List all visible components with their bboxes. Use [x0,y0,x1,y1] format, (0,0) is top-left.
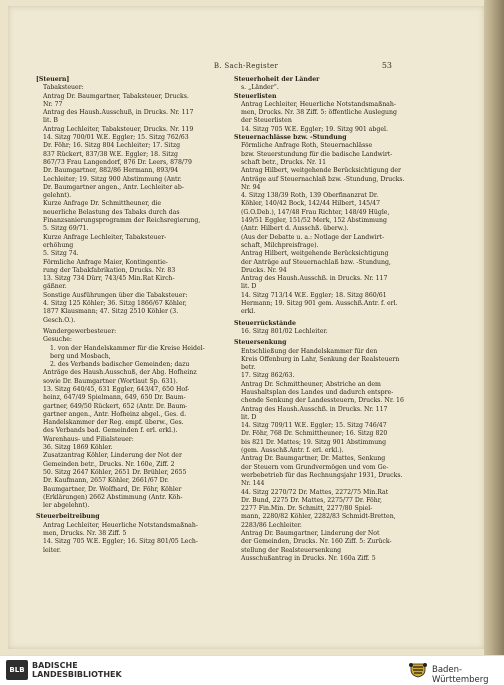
text-line: 1. von der Handelskammer für die Kreise Heidel- [50,344,205,352]
text-line: Dr. Kaufmann, 2657 Köhler, 2661/67 Dr. [43,477,169,485]
section-heading: Steuerbeitreibung [36,513,100,521]
text-line: erhöhung [43,241,74,249]
left-column [36,76,234,555]
running-header [8,62,484,74]
text-line: 13. Sitzg 734 Dürr, 743/45 Min.Rat Kirch- [43,275,175,283]
text-line: Dr. Föhr, 768 Dr. Schmittheuner; 16. Sitzg 820 [241,430,388,438]
text-line: 149/51 Eggler, 151/52 Merk, 152 Abstimmung [241,217,387,225]
text-line: Antrag Dr. Baumgartner, Linderung der Not [241,530,380,538]
text-line: lit. D [241,283,257,291]
text-line: 5. Sitzg 69/71. [43,225,89,233]
text-line: Hermann; 19. Sitzg 901 gem. Ausschß.Antr. f. erl. [241,300,398,308]
text-line: bis 821 Dr. Mattes; 19. Sitzg 901 Abstimmung [241,438,387,446]
text-line: Wandergewerbesteuer: [43,327,117,335]
text-line: der Gemeinden, Drucks. Nr. 160 Ziff. 5: Zurück- [241,538,392,546]
text-line: heinz, 647/49 Spielmann, 649, 650 Dr. Baum- [43,394,186,402]
text-line: Finanzsanierungsprogramm der Reichsregierung, [43,217,201,225]
page-number: 53 [381,61,392,70]
text-line: 2. des Verbands badischer Gemeinden; dazu [50,361,190,369]
section-heading: Steuernachlässe bzw. -Stundung [234,134,347,142]
text-line: 50. Sitzg 2647 Köhler, 2651 Dr. Brühler, 2655 [43,468,187,476]
text-line: rung der Tabakfabrikation, Drucks. Nr. 83 [43,266,176,274]
text-line: des Verbands bad. Gemeinden f. erl. erkl.). [43,427,178,435]
text-line: Antrag Dr. Baumgartner, Dr. Mattes, Senkung [241,455,386,463]
text-line: 867/73 Frau Langendorf, 876 Dr. Leers, 878/79 [43,158,192,166]
text-line: ler abgelehnt). [43,502,90,510]
text-line: (Antr. Hilbert d. Ausschß. überw.). [241,225,349,233]
text-line: chende Senkung der Landessteuern, Drucks. Nr. 16 [241,397,404,405]
text-line: Nr. 77 [43,100,63,108]
text-line: sowie Dr. Baumgartner (Wortlaut Sp. 631). [43,377,178,385]
text-line: 2283/86 Lechleiter. [241,521,302,529]
text-line: Antrag Dr. Baumgartner, Tabaksteuer, Drucks. [43,92,189,100]
section-heading: [Steuern] [36,76,70,83]
text-line: Dr. Baumgartner, 882/86 Hermann, 893/94 [43,167,179,175]
text-line: 14. Sitzg 709/11 W.E. Eggler; 15. Sitzg 746/47 [241,422,387,430]
text-line: Sonstige Ausführungen über die Tabaksteuer: [43,291,188,299]
text-line: 837 Rückert, 837/38 W.E. Eggler; 18. Sitzg [43,150,178,158]
text-line: Förmliche Anfrage Roth, Steuernachlässe [241,142,373,150]
running-title: B. Sach-Register [213,62,279,70]
text-line: 5. Sitzg 74. [43,250,79,258]
text-line: Nr. 144 [241,480,265,488]
text-line: 4. Sitzg 138/39 Roth, 139 Oberfinanzrat Dr. [241,192,379,200]
text-line: Antrag des Haush.Ausschß. in Drucks. Nr. 117 [241,275,388,283]
text-line: Antrag Hilbert, weitgehende Berücksichtigung der [241,167,402,175]
text-line: (Aus der Debatte u. a.: Notlage der Landwirt- [241,233,385,241]
text-line: Lechleiter; 19. Sitzg 900 Abstimmung (Antr. [43,175,182,183]
text-line: (G.O.Deb.), 147/48 Frau Richter, 148/49 Hügle, [241,208,390,216]
blb-wordmark[interactable] [32,661,122,679]
blb-logo[interactable]: BLB [6,660,28,680]
text-line: Gesuche: [43,336,72,344]
text-line: Anträge des Haush.Ausschuß, der Abg. Hofheinz [43,369,197,377]
text-line: Antrag des Haush.Ausschß. in Drucks. Nr. 117 [241,405,388,413]
blb-line-2: LANDESBIBLIOTHEK [32,670,122,679]
text-line: men, Drucks. Nr. 38 Ziff. 5: öffentliche Auslegung [241,109,397,117]
text-line: 4. Sitzg 125 Köhler; 36. Sitzg 1866/67 Köhler, [43,300,187,308]
text-line: Ausschußantrag in Drucks. Nr. 160a Ziff. 5 [241,554,376,562]
text-line: schaft, Milchpreisfrage). [241,241,319,249]
text-line: gartner, 649/50 Rückert, 652 (Antr. Dr. Baum- [43,402,188,410]
text-line: Antrag Lechleiter, Heuerliche Notstandsmaßnah- [241,100,396,108]
blb-line-1: BADISCHE [32,661,78,670]
text-line: 44. Sitzg 2270/72 Dr. Mattes, 2272/75 Min.Rat [241,488,389,496]
text-line: Kurze Anfrage Dr. Schmittheuner, die [43,200,162,208]
text-line: Gesch.O.). [43,316,76,324]
text-line: Haushaltsplan des Landes und dadurch entspre- [241,388,394,396]
text-line: der Steuern vom Grundvermögen und vom Ge- [241,463,389,471]
text-line: Dr. Bund, 2275 Dr. Mattes, 2275/77 Dr. Föhr, [241,496,382,504]
text-line: Tabaksteuer: [43,84,84,92]
text-line: Baumgartner, Dr. Wolfhard, Dr. Föhr, Köhler [43,485,182,493]
section-heading: Steuerlisten [234,92,277,100]
text-line: gäßner. [43,283,67,291]
text-line: Handelskammer der Reg. empf. überw., Ges. [43,419,184,427]
text-line: der Steuerlisten [241,117,292,125]
text-line: Kurze Anfrage Lechleiter, Tabaksteuer- [43,233,167,241]
text-line: werbebetrieb für das Rechnungsjahr 1931, Drucks. [241,471,403,479]
text-line: betr. [241,364,256,372]
page-edge [484,0,504,655]
text-line: Antrag Lechleiter, Tabaksteuer, Drucks. Nr. 119 [43,125,194,133]
text-line: 14. Sitzg 700/01 W.E. Eggler; 15. Sitzg 762/63 [43,134,189,142]
text-line: Förmliche Anfrage Maier, Kontingentie- [43,258,168,266]
text-line: Köhler, 140/42 Bock, 142/44 Hilbert, 145/47 [241,200,381,208]
text-line: gelehnt). [43,192,72,200]
text-line: der Anträge auf Steuernachlaß bzw. -Stundung, [241,258,391,266]
text-line: (Erklärungen) 2662 Abstimmung (Antr. Köh- [43,493,183,501]
text-line: Entschließung der Handelskammer für den [241,347,378,355]
text-line: erkl. [241,308,256,316]
text-line: neuerliche Belastung des Tabaks durch das [43,208,180,216]
baden-wuerttemberg-coat-of-arms-icon [408,662,428,678]
text-line: Dr. Föhr; 16. Sitzg 804 Lechleiter; 17. Sitzg [43,142,181,150]
text-line: Nr. 94 [241,183,261,191]
section-heading: Steuersenkung [234,339,287,347]
text-line: Dr. Baumgartner angen., Antr. Lechleiter ab- [43,183,184,191]
text-line: men, Drucks. Nr. 38 Ziff. 5 [43,530,127,538]
section-heading: Steuerrückstände [234,319,296,327]
text-line: Antrag Hilbert, weitgehende Berücksichtigung [241,250,389,258]
text-line: 13. Sitzg 640/45, 631 Eggler, 643/47, 650 Hof- [43,385,190,393]
text-line: berg und Mosbach, [50,352,111,360]
text-line: 16. Sitzg 801/02 Lechleiter. [241,327,328,335]
section-heading: Steuerhoheit der Länder [234,76,320,83]
text-line: Warenhaus- und Filialsteuer: [43,435,134,443]
text-line: Antrag Dr. Schmittheuner, Abstriche an dem [241,380,381,388]
text-line: Drucks. Nr. 94 [241,266,287,274]
text-line: 36. Sitzg 1869 Köhler. [43,444,113,452]
text-line: 17. Sitzg 862/63. [241,372,295,380]
text-line: Zusatzantrag Köhler, Linderung der Not der [43,452,182,460]
baden-wuerttemberg-label[interactable]: Baden-Württemberg [432,665,489,685]
text-line: stellung der Realsteuersenkung [241,546,342,554]
text-line: lit. D [241,413,257,421]
text-line: gartner angen., Antr. Hofheinz abgel., Ges. d. [43,410,187,418]
right-column [234,76,438,563]
text-line: 1877 Klausmann; 47. Sitzg 2510 Köhler (3. [43,308,179,316]
text-line: Antrag des Haush.Ausschuß, in Drucks. Nr. 117 [43,109,194,117]
text-line: s. „Länder“. [241,84,279,92]
text-line: 2277 Fin.Min. Dr. Schmitt, 2277/80 Spiel- [241,505,373,513]
text-line: 14. Sitzg 705 W.E. Eggler; 16. Sitzg 801/05 Lech- [43,538,199,546]
text-line: 14. Sitzg 713/14 W.E. Eggler; 18. Sitzg 860/61 [241,291,387,299]
text-line: leiter. [43,546,62,554]
text-line: lit. B [43,117,58,125]
footer-bar [0,655,504,684]
text-line: schaft betr., Drucks. Nr. 11 [241,158,327,166]
text-line: (gem. Ausschß.Antr. f. erl. erkl.). [241,447,344,455]
text-line: 14. Sitzg 705 W.E. Eggler; 19. Sitzg 901 abgel. [241,125,388,133]
text-line: bzw. Steuerstundung für die badische Landwirt- [241,150,393,158]
text-line: Kreis Offenburg in Lahr, Senkung der Realsteuern [241,355,400,363]
text-line: Antrag Lechleiter, Heuerliche Notstandsmaßnah- [43,521,198,529]
text-line: Anträge auf Steuernachlaß bzw. -Stundung, Drucks. [241,175,405,183]
text-line: mann, 2280/82 Köhler, 2282/83 Schmidt-Bretten, [241,513,396,521]
text-line: Gemeinden betr., Drucks. Nr. 160e, Ziff. 2 [43,460,175,468]
